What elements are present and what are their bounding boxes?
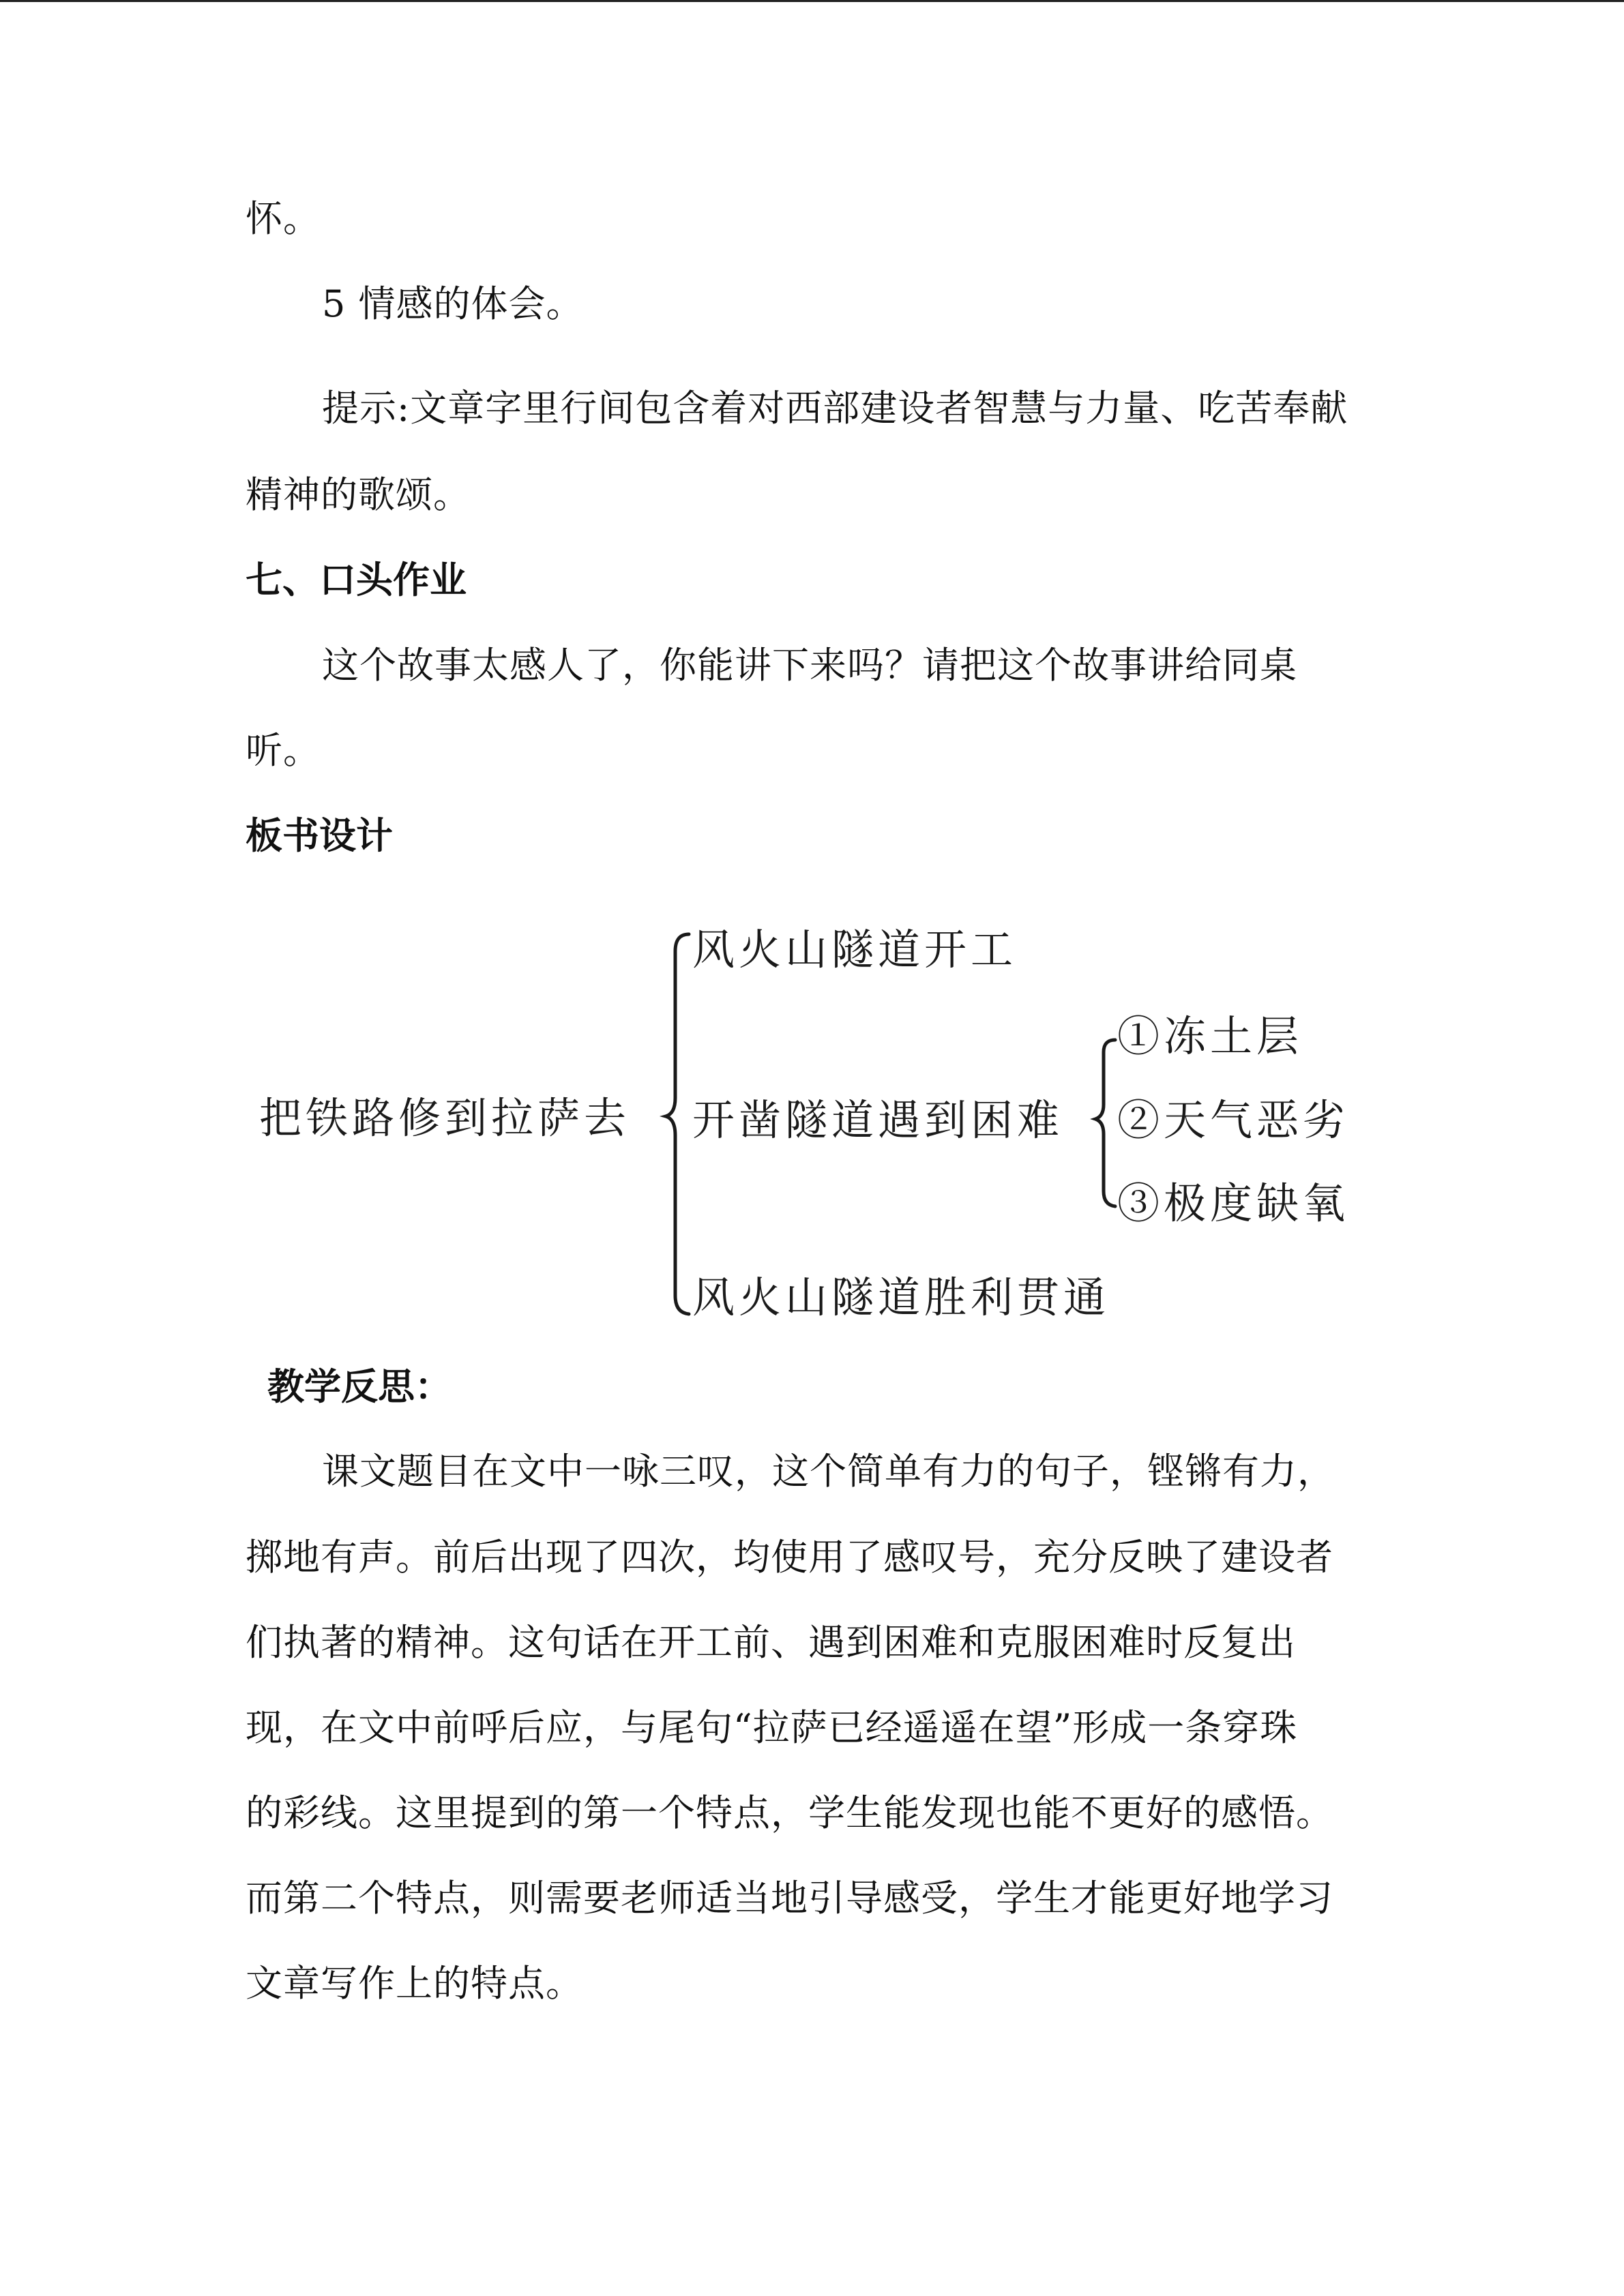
reflection-line-3: 们执著的精神。这句话在开工前、遇到困难和克服困难时反复出 xyxy=(246,1621,1296,1664)
homework-line-2: 听。 xyxy=(246,729,321,772)
reflection-line-5: 的彩线。这里提到的第一个特点，学生能发现也能不更好的感悟。 xyxy=(246,1791,1333,1834)
board-sub-1: ①冻土层 xyxy=(1117,1011,1303,1061)
homework-line-1: 这个故事太感人了，你能讲下来吗？请把这个故事讲给同桌 xyxy=(322,644,1297,687)
board-branch-2: 开凿隧道遇到困难 xyxy=(692,1095,1064,1145)
board-root: 把铁路修到拉萨去 xyxy=(259,1093,631,1143)
top-border xyxy=(0,0,1624,2)
large-brace xyxy=(666,934,689,1314)
board-branch-3: 风火山隧道胜利贯通 xyxy=(692,1272,1110,1322)
section-seven-heading: 七、口头作业 xyxy=(246,558,467,601)
reflection-line-2: 掷地有声。前后出现了四次，均使用了感叹号，充分反映了建设者 xyxy=(246,1536,1333,1579)
reflection-line-7: 文章写作上的特点。 xyxy=(246,1962,583,2005)
board-sub-3: ③极度缺氧 xyxy=(1117,1178,1350,1228)
board-design-heading: 板书设计 xyxy=(246,814,393,857)
reflection-line-6: 而第二个特点，则需要老师适当地引导感受，学生才能更好地学习 xyxy=(246,1877,1333,1920)
item-5-title: 5 情感的体会。 xyxy=(322,282,584,325)
small-brace xyxy=(1095,1040,1115,1206)
reflection-line-1: 课文题目在文中一咏三叹，这个简单有力的句子，铿锵有力， xyxy=(322,1450,1335,1493)
board-design-diagram xyxy=(246,897,1378,1333)
reflection-heading: 教学反思： xyxy=(267,1365,452,1408)
board-sub-2: ②天气恶劣 xyxy=(1117,1095,1350,1145)
reflection-line-4: 现，在文中前呼后应，与尾句“拉萨已经遥遥在望”形成一条穿珠 xyxy=(246,1706,1298,1749)
text-line-continuation: 怀。 xyxy=(246,197,321,240)
hint-line-2: 精神的歌颂。 xyxy=(246,473,471,516)
board-branch-1: 风火山隧道开工 xyxy=(692,925,1018,974)
hint-line-1: 提示:文章字里行间包含着对西部建设者智慧与力量、吃苦奉献 xyxy=(322,387,1348,430)
